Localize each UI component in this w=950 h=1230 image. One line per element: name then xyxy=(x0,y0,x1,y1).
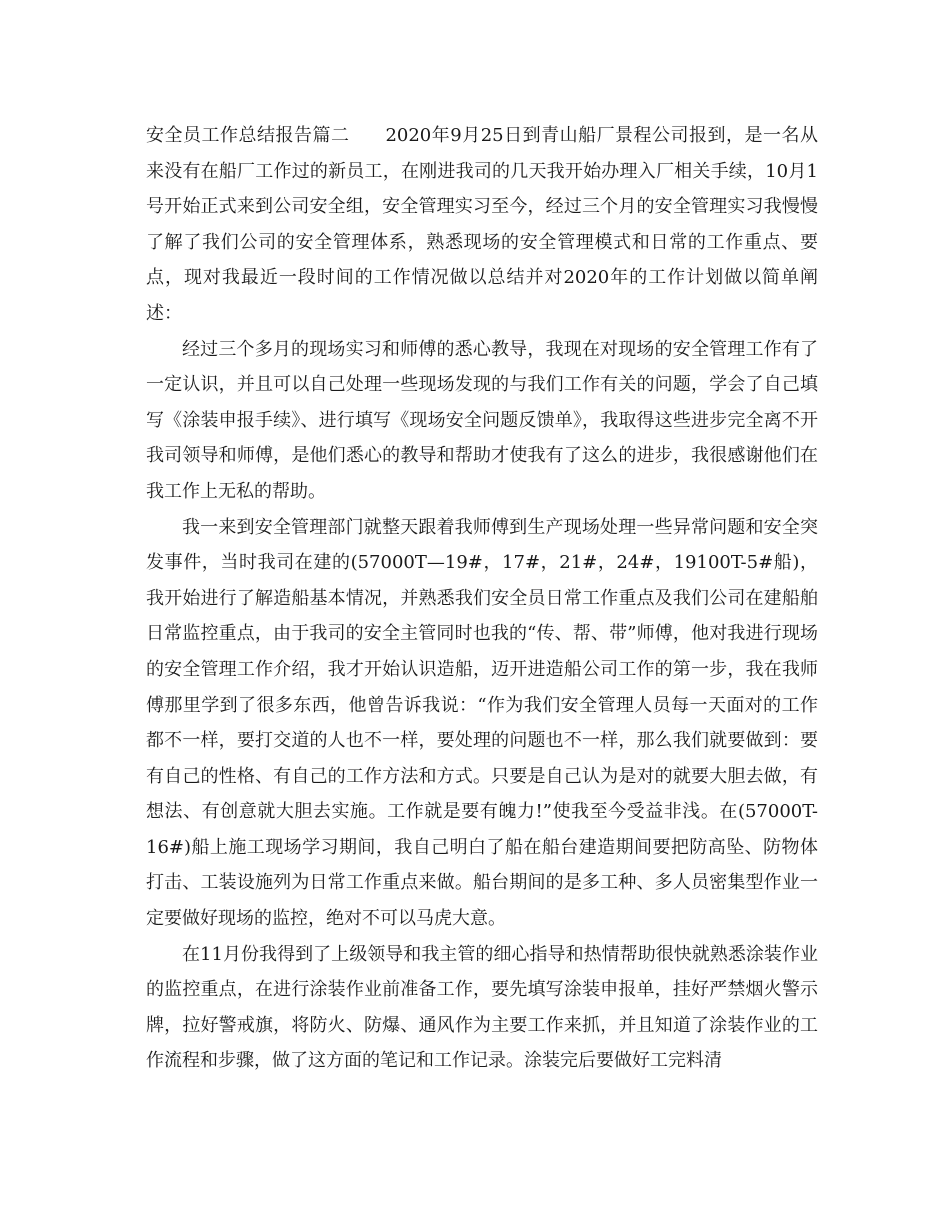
document-body xyxy=(146,118,818,1079)
body-paragraph-1: 经过三个多月的现场实习和师傅的悉心教导，我现在对现场的安全管理工作有了一定认识，并且可以自己处理一些现场发现的与我们工作有关的问题，学会了自己填写《涂装申报手续》、进行填写《现场安全问题反馈单》，我取得这些进步完全离不开我司领导和师傅，是他们悉心的教导和帮助才使我有了这么的进步，我很感谢他们在我工作上无私的帮助。 xyxy=(146,338,818,502)
intro-text: 2020年9月25日到青山船厂景程公司报到，是一名从来没有在船厂工作过的新员工，在刚进我司的几天我开始办理入厂相关手续，10月1号开始正式来到公司安全组，安全管理实习至今，经过三个月的安全管理实习我慢慢了解了我们公司的安全管理体系，熟悉现场的安全管理模式和日常的工作重点、要点，现对我最近一段时间的工作情况做以总结并对2020年的工作计划做以简单阐述： xyxy=(146,125,819,324)
body-paragraph-2: 我一来到安全管理部门就整天跟着我师傅到生产现场处理一些异常问题和安全突发事件，当时我司在建的(57000T—19#，17#，21#，24#，19100T-5#船)，我开始进行了解造船基本情况，并熟悉我们安全员日常工作重点及我们公司在建船舶日常监控重点，由于我司的安全主管同时也我的“传、帮、带”师傅，他对我进行现场的安全管理工作介绍，我才开始认识造船，迈开进造船公司工作的第一步，我在我师傅那里学到了很多东西，他曾告诉我说：“作为我们安全管理人员每一天面对的工作都不一样，要打交道的人也不一样，要处理的问题也不一样，那么我们就要做到：要有自己的性格、有自己的工作方法和方式。只要是自己认为是对的就要大胆去做，有想法、有创意就大胆去实施。工作就是要有魄力!”使我至今受益非浅。在(57000T-16#)船上施工现场学习期间，我自己明白了船在船台建造期间要把防高坠、防物体打击、工装设施列为日常工作重点来做。船台期间的是多工种、多人员密集型作业一定要做好现场的监控，绝对不可以马虎大意。 xyxy=(146,516,818,930)
document-heading: 安全员工作总结报告篇二 xyxy=(146,125,350,146)
body-paragraph-3: 在11月份我得到了上级领导和我主管的细心指导和热情帮助很快就熟悉涂装作业的监控重点，在进行涂装作业前准备工作，要先填写涂装申报单，挂好严禁烟火警示牌，拉好警戒旗，将防火、防爆、通风作为主要工作来抓，并且知道了涂装作业的工作流程和步骤，做了这方面的笔记和工作记录。涂装完后要做好工完料清 xyxy=(146,943,818,1072)
intro-paragraph xyxy=(146,118,818,332)
